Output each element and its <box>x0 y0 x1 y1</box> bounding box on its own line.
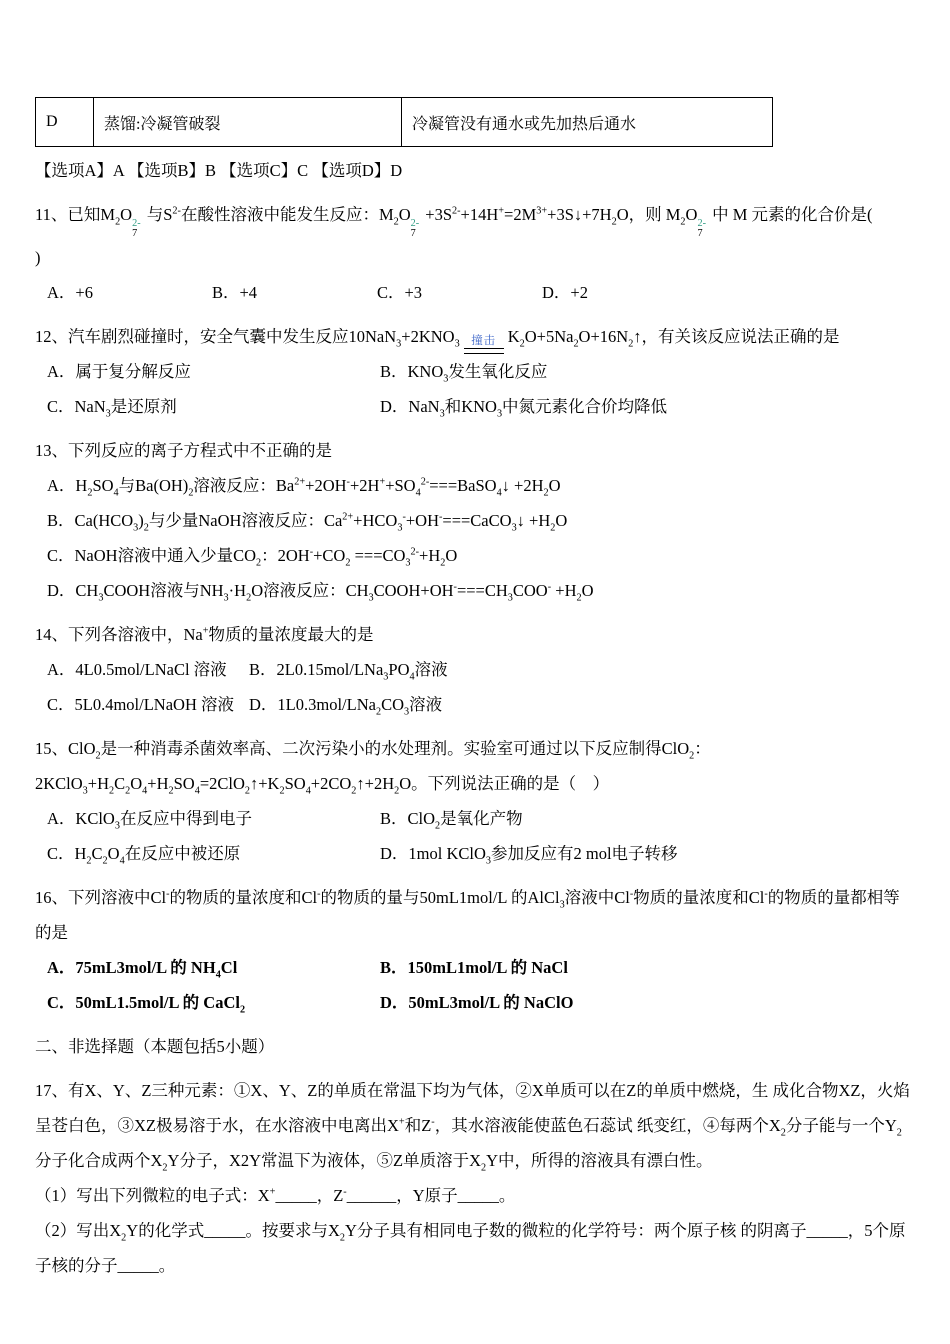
option-line-c: C．NaOH溶液中通入少量$CO_2$：$2OH^-+CO_2 ===CO_3^{2-}+H_2O$ <box>47 546 458 569</box>
option-b: B．150mL1mol/L 的 NaCl <box>380 958 568 978</box>
option-d: D．1mol KClO$_3$参加反应有2 mol电子转移 <box>380 844 678 867</box>
option-line-a: A．$H_2SO_4$与$Ba(OH)_2$溶液反应：$Ba^{2+}+2OH^-+2H^++SO_4^{2-}===BaSO_4↓ +2H_2O$ <box>47 476 561 499</box>
reaction-condition-label: 撞击 <box>471 335 497 348</box>
option-a: A．75mL3mol/L 的 $NH_4Cl$ <box>47 958 238 981</box>
option-line-b: B．$Ca(HCO_3)_2$与少量NaOH溶液反应：$Ca^{2+}+HCO_3^-+OH^-===CaCO_3↓ +H_2O$ <box>47 511 568 534</box>
option-d: D．NaN$_3$和$KNO_3$中氮元素化合价均降低 <box>380 397 668 420</box>
question-12-stem <box>35 319 915 354</box>
option-a: A．KClO$_3$在反应中得到电子 <box>47 809 252 832</box>
option-line-d: D．$CH_3COOH$溶液与$NH_3\cdot H_2O$溶液反应：$CH_3COOH+OH^-===CH_3COO^- +H_2O$ <box>47 581 594 604</box>
answer-table <box>35 97 773 147</box>
stem-text-after: $K_2O+5Na_2O+16N_2↑$，有关该反应说法正确的是 <box>507 327 840 350</box>
table-cell-option-letter: D <box>36 98 94 147</box>
option-b: B．$2L0.15mol/LNa_3PO_4$溶液 <box>249 660 448 683</box>
table-cell-reason: 冷凝管没有通水或先加热后通水 <box>402 98 773 147</box>
question-11 <box>35 197 915 310</box>
question-14 <box>35 617 915 722</box>
option-c: C．$H_2C_2O_4$在反应中被还原 <box>47 844 241 867</box>
option-c: C．NaN$_3$是还原剂 <box>47 397 177 420</box>
option-d: D．50mL3mol/L 的 NaClO <box>380 993 574 1013</box>
option-a: A．4L0.5mol/LNaCl 溶液 <box>47 660 227 680</box>
option-c: C．50mL1.5mol/L 的 CaCl$_2$ <box>47 993 246 1016</box>
question-14-options <box>35 652 915 722</box>
option-d: D．$1L0.3mol/LNa_2CO_3$溶液 <box>249 695 443 718</box>
question-13 <box>35 433 915 608</box>
question-15-options <box>35 801 915 871</box>
table-cell-operation: 蒸馏:冷凝管破裂 <box>94 98 402 147</box>
question-17-stem: 17、有X、Y、Z三种元素：①X、Y、Z的单质在常温下均为气体，②X单质可以在Z的单质中燃烧，生 成化合物XZ，火焰呈苍白色，③XZ极易溶于水，在水溶液中电离出X+和Z-，其水溶液能使蓝色石蕊试 纸变红，④每两个$X_2$分子能与一个$Y_2$分子化合成两个$X_2Y$分子，X2Y常温下为液体，⑤Z单质溶于$X_2Y$中，所得的溶液具有漂白性。 <box>35 1081 910 1174</box>
question-11-stem: 11、已知$M_2O$ 2- 7 与$S^{2-}$在酸性溶液中能发生反应：$M_2O$ 2- 7 $+3S^{2-}+14H^+=2M^{3+}+3S↓+7H_2O$，则 $M_2O$ 2- 7 中 M 元素的化合价是( <box>35 205 873 240</box>
question-16-stem: 16、下列溶液中Cl-的物质的量浓度和Cl-的物质的量与50mL1mol/L 的AlCl$_3$溶液中Cl-物质的量浓度和Cl-的物质的量都相等的是 <box>35 888 900 943</box>
question-17 <box>35 1073 915 1283</box>
answer-key-line: 【选项A】A 【选项B】B 【选项C】C 【选项D】D <box>35 161 403 180</box>
question-16 <box>35 880 915 1020</box>
question-13-stem: 13、下列反应的离子方程式中不正确的是 <box>35 441 332 461</box>
question-14-stem: 14、下列各溶液中，Na+物质的量浓度最大的是 <box>35 625 374 645</box>
question-17-part-1: （1）写出下列微粒的电子式：X+_____，Z-______，Y原子_____。 <box>35 1186 516 1206</box>
option-a: A．+6 <box>47 283 93 303</box>
option-c: C．+3 <box>377 283 423 303</box>
option-b: B．+4 <box>212 283 258 303</box>
question-11-options <box>35 275 915 310</box>
question-15 <box>35 731 915 871</box>
question-15-stem: 15、ClO$_2$是一种消毒杀菌效率高、二次污染小的水处理剂。实验室可通过以下反应制得ClO$_2$：$2KClO_3+H_2C_2O_4+H_2SO_4=2ClO_2↑+K_2SO_4+2CO_2↑+2H_2O$。下列说法正确的是（ ） <box>35 739 711 797</box>
option-b: B．$KNO_3$发生氧化反应 <box>380 362 548 385</box>
section-2-title: 二、非选择题（本题包括5小题） <box>35 1037 275 1057</box>
question-16-options <box>35 950 915 1020</box>
option-d: D．+2 <box>542 283 588 303</box>
table-row <box>36 98 773 147</box>
reaction-condition-arrow <box>464 335 504 354</box>
question-12 <box>35 319 915 424</box>
stem-text-before: 12、汽车剧烈碰撞时，安全气囊中发生反应$10NaN_3+2KNO_3$ <box>35 327 460 350</box>
question-17-part-2: （2）写出$X_2Y$的化学式_____。按要求与$X_2Y$分子具有相同电子数的微粒的化学符号：两个原子核 的阴离子_____，5个原子核的分子_____。 <box>35 1221 906 1276</box>
question-11-stem-continued: ) <box>35 248 41 268</box>
option-a: A．属于复分解反应 <box>47 362 191 382</box>
option-c: C．5L0.4mol/LNaOH 溶液 <box>47 695 234 715</box>
option-b: B．ClO$_2$是氧化产物 <box>380 809 523 832</box>
question-12-options <box>35 354 915 424</box>
